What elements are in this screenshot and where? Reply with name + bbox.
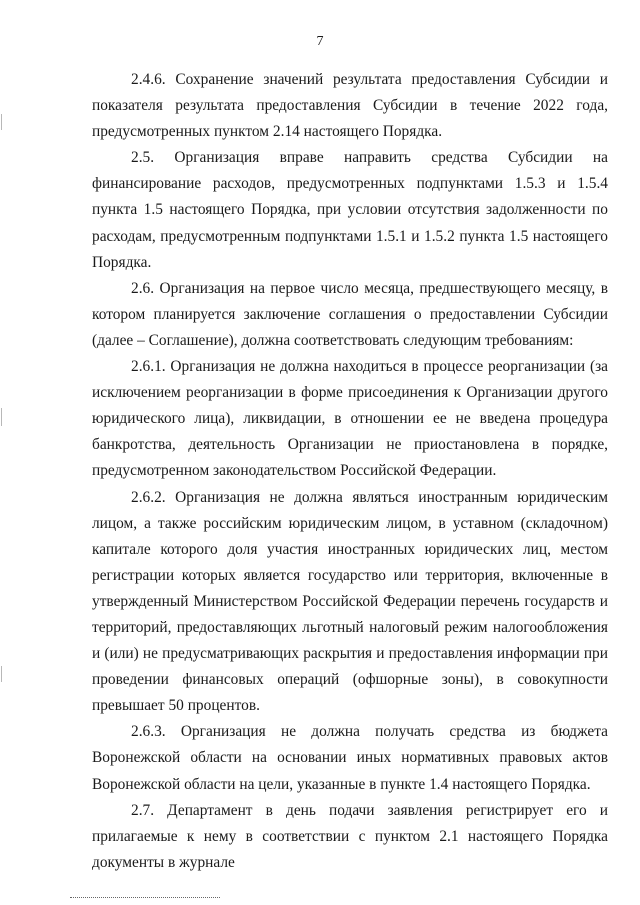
page-number: 7 bbox=[316, 34, 324, 49]
scan-edge-mark-top bbox=[1, 114, 2, 130]
scan-edge-mark-middle bbox=[1, 408, 2, 426]
document-body bbox=[92, 67, 608, 876]
paragraph-2-6: 2.6. Организация на первое число месяца, предшествующего месяцу, в котором планируется заключение соглашения о предоставлении Субсидии (далее – Соглашение), должна соответствовать следующим требованиям: bbox=[92, 279, 608, 349]
footer-dotted-line bbox=[70, 897, 220, 899]
paragraph-2-6-2: 2.6.2. Организация не должна являться иностранным юридическим лицом, а также российским юридическим лицом, в уставном (складочном) капитале которого доля участия иностранных юридических лиц, местом регистрации которых является государство или территория, включенные в утвержденный Министерством Российской Федерации перечень государств и территорий, предоставляющих льготный налоговый режим налогообложения и (или) не предусматривающих раскрытия и предоставления информации при проведении финансовых операций (офшорные зоны), в совокупности превышает 50 процентов. bbox=[92, 488, 608, 715]
paragraph-2-7: 2.7. Департамент в день подачи заявления регистрирует его и прилагаемые к нему в соответствии с пунктом 2.1 настоящего Порядка документы в журнале bbox=[92, 801, 608, 871]
paragraph-2-6-1: 2.6.1. Организация не должна находиться в процессе реорганизации (за исключением реорганизации в форме присоединения к Организации другого юридического лица), ликвидации, в отношении ее не введена процедура банкротства, деятельность Организации не приостановлена в порядке, предусмотренном законодательством Российской Федерации. bbox=[92, 358, 608, 480]
paragraph-2-6-3: 2.6.3. Организация не должна получать средства из бюджета Воронежской области на основании иных нормативных правовых актов Воронежской области на цели, указанные в пункте 1.4 настоящего Порядка. bbox=[92, 723, 608, 793]
paragraph-2-5: 2.5. Организация вправе направить средства Субсидии на финансирование расходов, предусмотренных подпунктами 1.5.3 и 1.5.4 пункта 1.5 настоящего Порядка, при условии отсутствия задолженности по расходам, предусмотренным подпунктами 1.5.1 и 1.5.2 пункта 1.5 настоящего Порядка. bbox=[92, 149, 608, 271]
scan-edge-mark-bottom bbox=[1, 666, 2, 682]
paragraph-2-4-6: 2.4.6. Сохранение значений результата предоставления Субсидии и показателя результата предоставления Субсидии в течение 2022 года, предусмотренных пунктом 2.14 настоящего Порядка. bbox=[92, 71, 608, 141]
